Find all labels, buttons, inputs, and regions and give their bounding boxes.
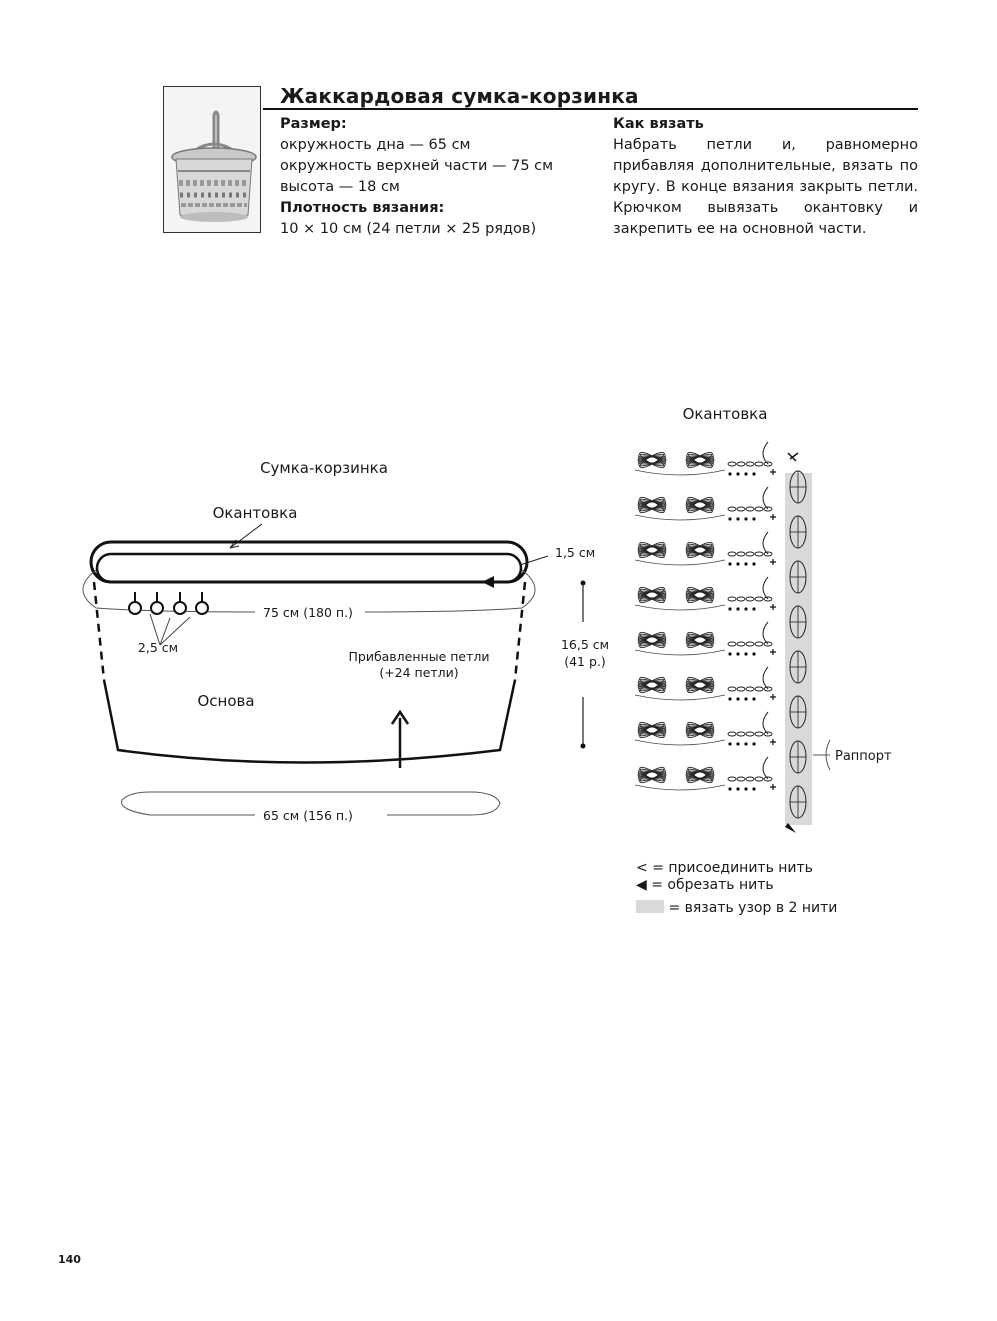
size-heading: Размер: [280,116,347,132]
edging-pointer [230,524,262,548]
edging-direction-arrow [482,576,494,588]
howto-heading: Как вязать [613,116,704,132]
double-strand-zone [785,473,812,825]
gauge-value: 10 × 10 см (24 петли × 25 рядов) [280,221,537,237]
bottom-circ-label: 65 см (156 п.) [263,808,353,823]
edging-chart [620,395,920,835]
loop-spacing-label: 2,5 см [137,640,179,655]
edge-width-label: 1,5 см [555,545,596,560]
bag-title: Сумка-корзинка [260,459,388,477]
page-number: 140 [58,1253,81,1266]
join-symbol-icon: < [636,860,648,876]
legend-join: < = присоединить нить [636,860,813,876]
howto-text: Набрать петли и, равномерно прибавляя дополнительные, вязать по кругу. В конце вязания закрыть петли. Крючком вывязать окантовку и закрепить ее на основной части. [613,137,918,237]
edging-label: Окантовка [212,504,298,522]
size-top: окружность верхней части — 75 см [280,158,554,174]
edging-chart-title: Окантовка [682,405,768,423]
page-title: Жаккардовая сумка-корзинка [280,84,639,108]
added-label: Прибавленные петли [348,649,490,664]
cut-symbol-icon: ◀ [636,877,647,893]
repeat-label: Раппорт [835,749,892,764]
height-label: 16,5 см [560,637,610,652]
size-height: высота — 18 см [280,179,400,195]
size-bottom: окружность дна — 65 см [280,137,471,153]
base-label: Основа [197,692,255,710]
legend-cut: ◀ = обрезать нить [636,877,774,893]
legend-double: = вязать узор в 2 нити [636,899,837,917]
gauge-heading: Плотность вязания: [280,200,445,216]
edging-band [91,542,527,582]
top-circ-label: 75 см (180 п.) [263,605,353,620]
chart-rows [635,442,806,818]
bag-body-outline [104,680,515,763]
added-count: (+24 петли) [379,665,459,680]
gray-swatch-icon [636,900,664,913]
height-rows-label: (41 р.) [564,654,606,669]
